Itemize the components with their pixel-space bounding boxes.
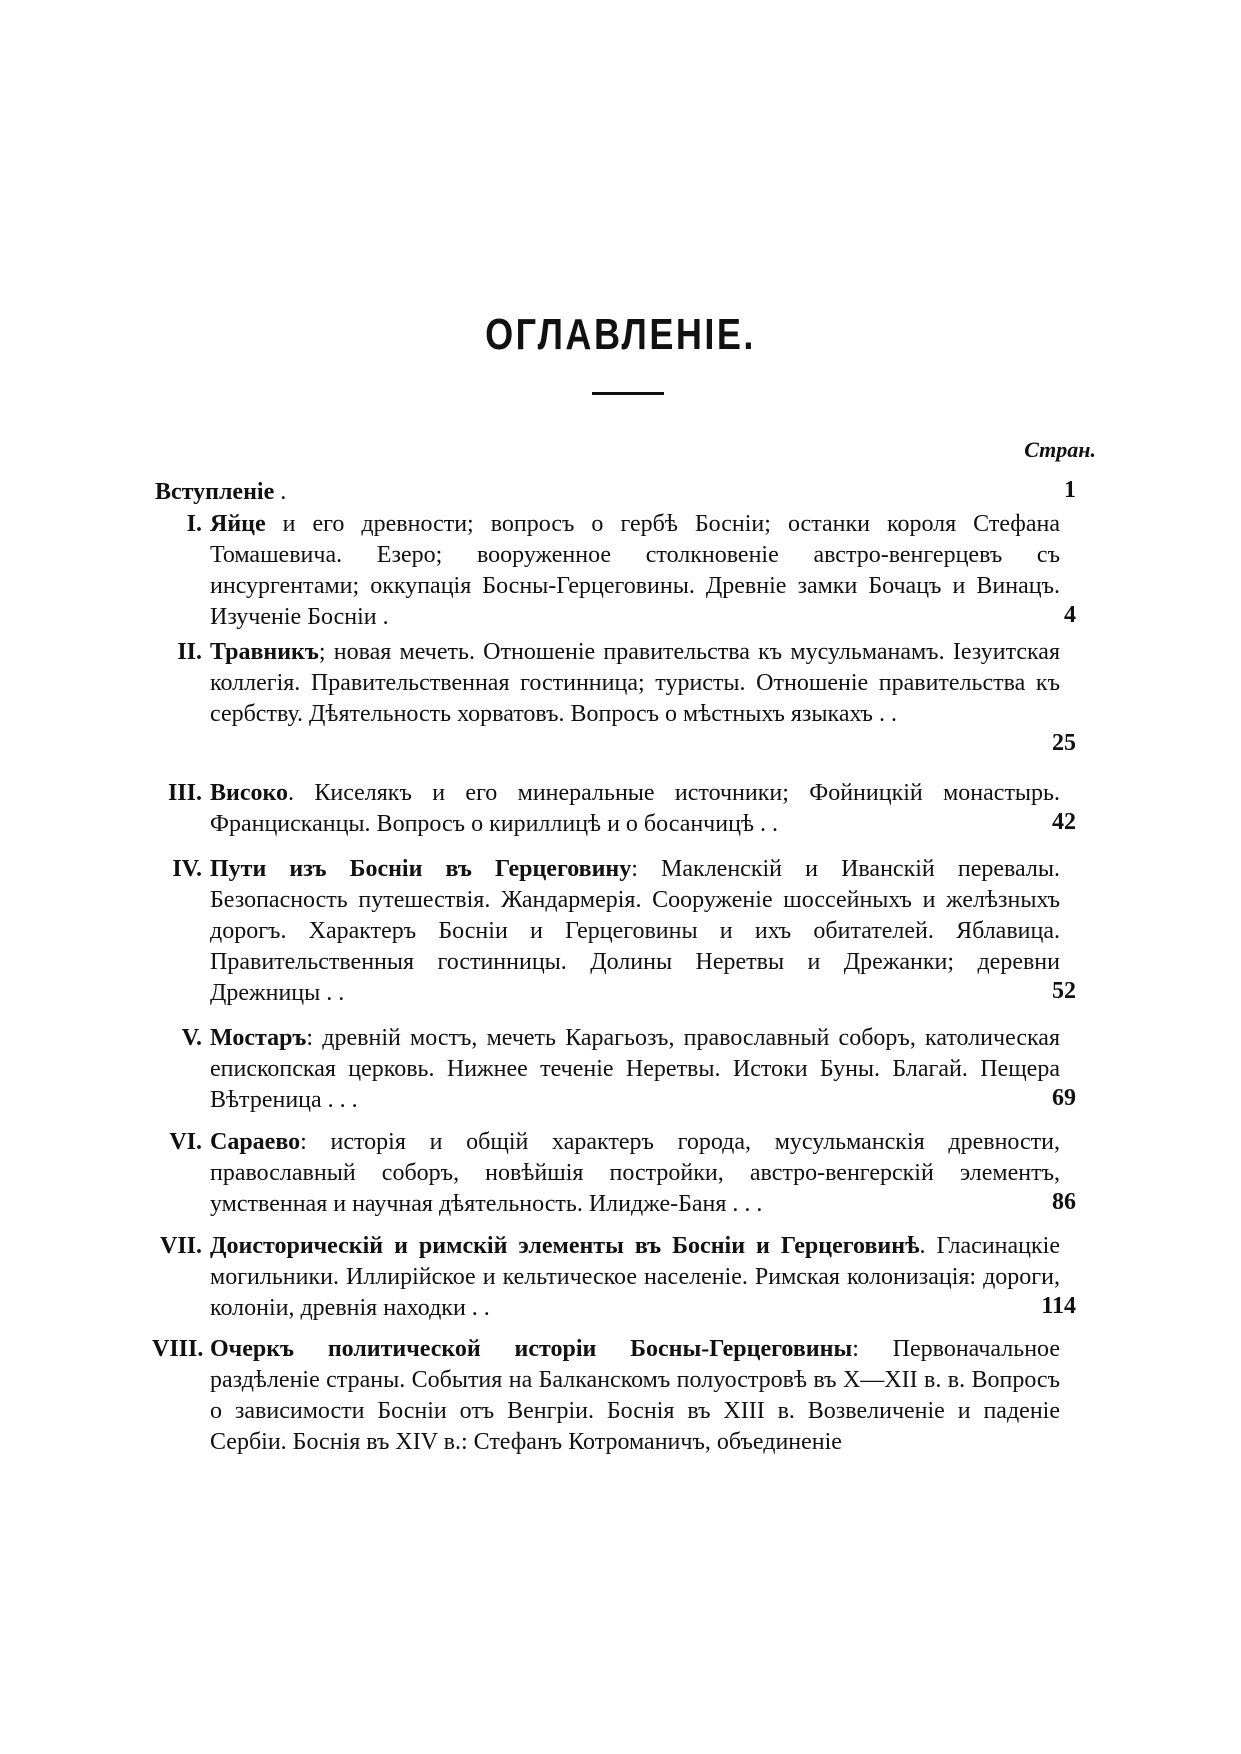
toc-entry-number: VII. (159, 1233, 202, 1259)
toc-entry-6[interactable] (169, 1127, 1060, 1220)
toc-entry-7[interactable] (159, 1231, 1060, 1324)
page-column-label: Стран. (1024, 437, 1096, 462)
toc-entry-text: . Киселякъ и его минеральные источники; Фойницкій монастырь. Францисканцы. Вопросъ о кириллицѣ и о босанчицѣ . . (210, 780, 1060, 837)
toc-entry-3[interactable] (167, 778, 1060, 840)
toc-entry-number: V. (181, 1025, 202, 1051)
toc-entry-number: VI. (169, 1129, 202, 1155)
title-divider (592, 392, 664, 395)
toc-entry-text: . Гласинацкіе могильники. Иллирійское и кельтическое населеніе. Римская колонизація: дороги, колоніи, древнія находки . . (210, 1233, 1060, 1321)
toc-entry-text: : Первоначальное раздѣленіе страны. События на Балканскомъ полуостровѣ въ X—XII в. в. Вопросъ о зависимости Босніи отъ Венгріи. Боснія въ XIII в. Возвеличеніе и паденіе Сербіи. Боснія въ XIV в.: Стефанъ Котроманичъ, объединеніе (210, 1336, 1060, 1455)
toc-entry-text: : Макленскій и Иванскій перевалы. Безопасность путешествія. Жандармерія. Сооруженіе шоссейныхъ и желѣзныхъ дорогъ. Характеръ Босніи и Герцеговины и ихъ обитателей. Яблавица. Правительственныя гостинницы. Долины Неретвы и Дрежанки; деревни Дрежницы . . (210, 856, 1060, 1006)
page-title: ОГЛАВЛЕНІЕ. (485, 310, 756, 359)
toc-entry-title: Очеркъ политической исторіи Босны-Герцеговины (210, 1336, 853, 1362)
toc-entry-text: и его древности; вопросъ о гербѣ Босніи; останки короля Стефана Томашевича. Езеро; вооруженное столкновеніе австро-венгерцевъ съ инсургентами; оккупація Босны-Герцеговины. Древніе замки Бочацъ и Винацъ. Изученіе Босніи . (210, 511, 1060, 630)
toc-entry-page: 25 (1052, 730, 1076, 756)
toc-entry-1[interactable] (186, 509, 1060, 633)
toc-entry-8[interactable] (152, 1334, 1060, 1458)
toc-entry-page: 42 (1052, 809, 1076, 835)
toc-entry-page: 4 (1064, 602, 1076, 628)
toc-entry-page: 69 (1052, 1085, 1076, 1111)
toc-entry-number: IV. (172, 856, 202, 882)
toc-entry-number: III. (167, 780, 202, 806)
toc-entry-title: Яйце (210, 511, 266, 537)
toc-entry-number: I. (186, 511, 202, 537)
toc-entry-title: Травникъ (210, 639, 319, 665)
toc-entry-page: 1 (1064, 477, 1076, 503)
toc-entry-number: VIII. (152, 1336, 204, 1362)
toc-entry-number: II. (177, 639, 202, 665)
toc-entry-5[interactable] (181, 1023, 1060, 1116)
toc-entry-text: : исторія и общій характеръ города, мусульманскія древности, православный соборъ, новѣйшія постройки, австро-венгерскій элементъ, умственная и научная дѣятельность. Илидже-Баня . . . (210, 1129, 1060, 1217)
toc-entry-title: Високо (210, 780, 288, 806)
toc-entry-page: 52 (1052, 978, 1076, 1004)
toc-entry-text: . (274, 479, 287, 505)
toc-entry-title: Пути изъ Босніи въ Герцеговину (210, 856, 632, 882)
toc-entry-title: Вступленіе (155, 479, 275, 505)
toc-entry-title: Сараево (210, 1129, 301, 1155)
toc-entry-4[interactable] (172, 854, 1060, 1009)
toc-entry-title: Доисторическій и римскій элементы въ Босніи и Герцеговинѣ (210, 1233, 920, 1259)
toc-entry-title: Мостаръ (210, 1025, 307, 1051)
toc-entry-page: 114 (1041, 1293, 1076, 1319)
toc-entry-text: ; новая мечеть. Отношеніе правительства къ мусульманамъ. Іезуитская коллегія. Правительственная гостинница; туристы. Отношеніе правительства къ сербству. Дѣятельность хорватовъ. Вопросъ о мѣстныхъ языкахъ . . (210, 639, 1060, 727)
toc-entry-text: : древній мостъ, мечеть Карагьозъ, православный соборъ, католическая епископская церковь. Нижнее теченіе Неретвы. Истоки Буны. Благай. Пещера Вѣтреница . . . (210, 1025, 1060, 1113)
toc-entry-2[interactable] (177, 637, 1060, 730)
toc-entry-page: 86 (1052, 1189, 1076, 1215)
toc-entry-intro[interactable] (155, 477, 855, 508)
